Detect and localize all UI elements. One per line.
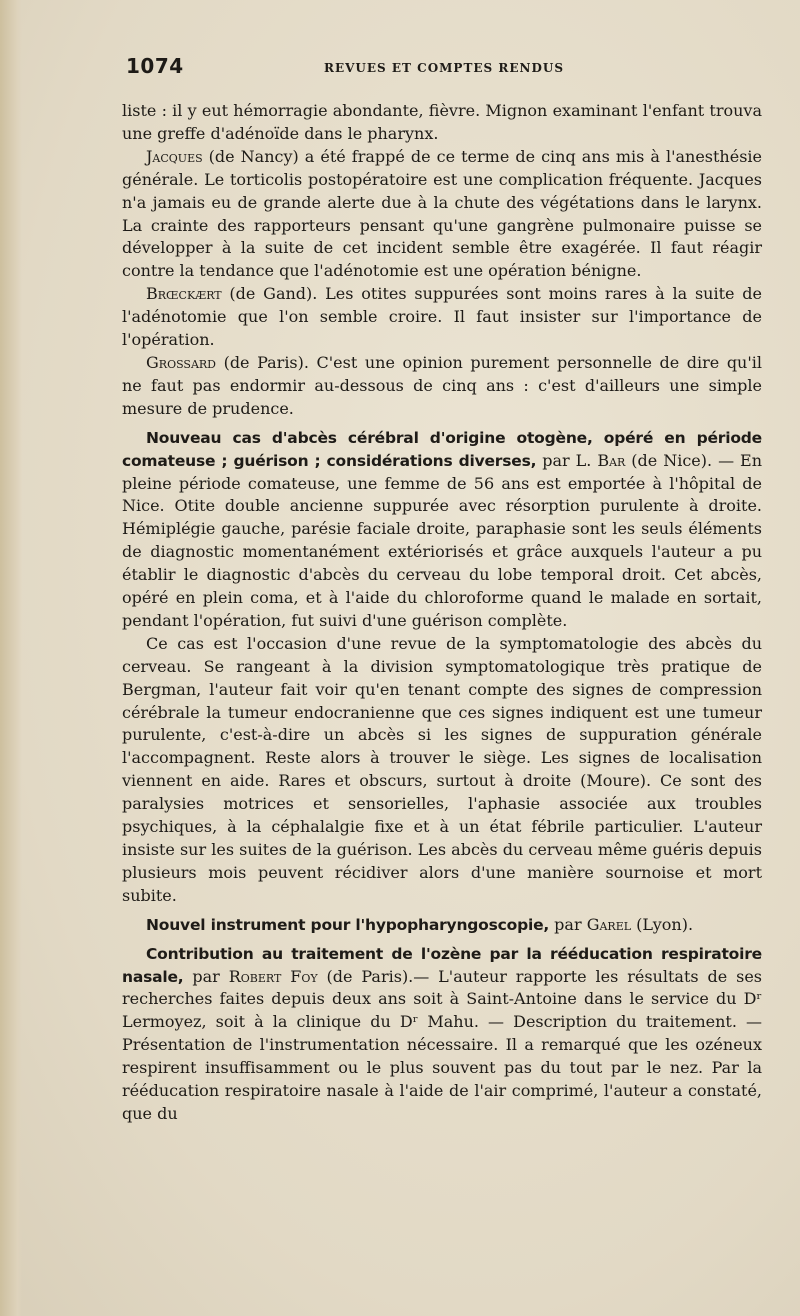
article-author: Robert Foy bbox=[228, 966, 318, 986]
page-header bbox=[126, 54, 760, 84]
article-affiliation: (de Nice). bbox=[625, 450, 713, 470]
page-number: 1074 bbox=[126, 54, 184, 78]
author-name: Grossard bbox=[146, 352, 217, 372]
paragraph-jacques bbox=[122, 146, 762, 283]
article-text: — L'auteur rapporte les résultats de ses recherches faites depuis deux ans soit à Saint-Antoine dans le service du Dʳ Lermoyez, soit à la clinique du Dʳ Mahu. — Description du traitement. — Présentation de l'instrumentation nécessaire. Il a remarqué que les ozéneux respirent insuffisamment ou le plus souvent pas du tout par le nez. Par la rééducation respiratoire nasale à l'aide de l'air comprimé, l'auteur a constaté, que du bbox=[122, 966, 763, 1123]
paragraph-broeckaert bbox=[122, 283, 762, 352]
paragraph-continued: liste : il y eut hémorragie abondante, fièvre. Mignon examinant l'enfant trouva une greffe d'adénoïde dans le pharynx. bbox=[122, 101, 762, 143]
page-gutter bbox=[0, 0, 22, 1316]
article-text: — En pleine période comateuse, une femme de 56 ans est emportée à l'hôpital de Nice. Otite double ancienne suppurée avec résorption purulente à droite. Hémiplégie gauche, parésie faciale droite, paraphasie sont les seuls éléments de diagnostic momentanément extériorisés et grâce auxquels l'auteur a pu établir le diagnostic d'abcès du cerveau du lobe temporal droit. Cet abcès, opéré en plein coma, et à l'aide du chloroforme quand le malade en sortait, pendant l'opération, fut suivi d'une guérison complète. bbox=[122, 450, 763, 630]
article-affiliation: (Lyon). bbox=[631, 914, 694, 934]
paragraph-grossard bbox=[122, 352, 762, 421]
paragraph-text: (de Gand). Les otites suppurées sont moins rares à la suite de l'adénotomie que l'on semble croire. Il faut insister sur l'importance de l'opération. bbox=[122, 284, 762, 350]
running-head: REVUES ET COMPTES RENDUS bbox=[324, 61, 564, 75]
article-by: par bbox=[183, 966, 229, 986]
article-abces-cerebral bbox=[122, 427, 762, 633]
paragraph-text: (de Nancy) a été frappé de ce terme de cinq ans mis à l'anesthésie générale. Le torticolis postopératoire est une complication fréquente. Jacques n'a jamais eu de grande alerte due à la chute des végétations dans le larynx. La crainte des rapporteurs pensant qu'une gangrène pulmonaire puisse se développer à la suite de cet incident semble être exagérée. Il faut réagir contre la tendance que l'adénotomie est une opération bénigne. bbox=[122, 146, 762, 281]
article-paragraph: Ce cas est l'occasion d'une revue de la symptomatologie des abcès du cerveau. Se rangeant à la division symptomatologique très pratique de Bergman, l'auteur fait voir qu'en tenant compte des signes de compression cérébrale la tumeur endocranienne que ces signes indiquent est une tumeur purulente, c'est-à-dire un abcès si les signes de suppuration générale l'accompagnent. Reste alors à trouver le siège. Les signes de localisation viennent en aide. Rares et obscurs, surtout à droite (Moure). Ce sont des paralysies motrices et sensorielles, l'aphasie associée aux troubles psychiques, à la céphalalgie fixe et à un état fébrile particulier. L'auteur insiste sur les suites de la guérison. Les abcès du cerveau même guéris depuis plusieurs mois peuvent récidiver alors d'une manière sournoise et mort subite. bbox=[122, 633, 762, 905]
author-name: Jacques bbox=[146, 146, 203, 166]
article-by: par L. bbox=[536, 450, 598, 470]
article-hypopharyngoscopie bbox=[122, 914, 762, 937]
article-ozene bbox=[122, 943, 762, 1126]
page-body bbox=[122, 100, 762, 1126]
article-title: Nouvel instrument pour l'hypopharyngoscopie, bbox=[146, 915, 550, 934]
article-author: Bar bbox=[597, 450, 626, 470]
author-name: Brœckært bbox=[146, 284, 222, 304]
article-affiliation: (de Paris). bbox=[317, 966, 414, 986]
paragraph-text: (de Paris). C'est une opinion purement personnelle de dire qu'il ne faut pas endormir au-dessous de cinq ans : c'est d'ailleurs une simple mesure de prudence. bbox=[122, 352, 762, 418]
article-author: Garel bbox=[586, 914, 632, 934]
article-by: par bbox=[549, 914, 587, 934]
article-title: Contribution au traitement de l'ozène par la rééducation respiratoire nasale, bbox=[122, 944, 762, 986]
article-title: Nouveau cas d'abcès cérébral d'origine otogène, opéré en période comateuse ; guérison ; considérations diverses, bbox=[122, 428, 762, 470]
